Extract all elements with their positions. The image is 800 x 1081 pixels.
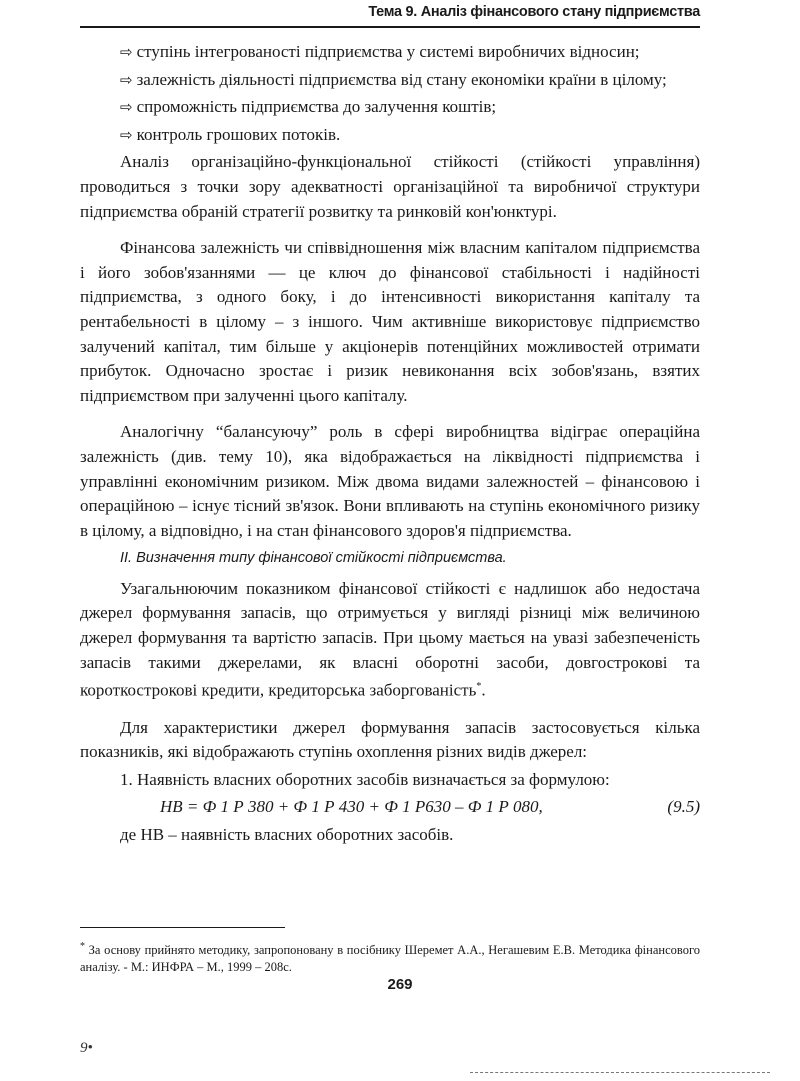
- formula-9-5: [80, 795, 700, 819]
- footnote-star: *: [80, 941, 85, 952]
- paragraph-operational-dependence: Аналогічну “балансуючу” роль в сфері виробництва відіграє операційна залежність (див. тему 10), яка відображається на ліквідності підприємства і управлінні економічним ризиком. Між двома видами залежностей – фінансовою і операційною – існує тісний зв'язок. Вони впливають на ступінь економічного ризику в цілому, а відповідно, і на стан фінансового здоров'я підприємства.: [80, 422, 700, 540]
- page-number: 269: [387, 976, 413, 993]
- arrow-right-icon: ⇨: [120, 70, 133, 89]
- arrow-right-icon: ⇨: [120, 43, 133, 61]
- paragraph-formula-intro: 1. Наявність власних оборотних засобів визначається за формулою:: [120, 769, 610, 789]
- paragraph-general-indicator: Узагальнюючим показником фінансової стійкості є надлишок або недостача джерел формування запасів, що отримується у вигляді різниці між величиною джерел формування та вартістю запасів. При цьому мається на увазі забезпеченість запасів такими джерелами, як власні оборотні засоби, довгострокові та короткострокові кредити, кредиторська заборгованість*.: [80, 578, 700, 700]
- formula-expression: НВ = Ф 1 Р 380 + Ф 1 Р 430 + Ф 1 Р630 – Ф 1 Р 080,: [160, 797, 543, 817]
- section-subheading: II. Визначення типу фінансової стійкості підприємства.: [120, 550, 507, 567]
- footnote: [80, 938, 700, 976]
- footnote-rule: [80, 927, 285, 928]
- margin-mark: 9•: [80, 1040, 93, 1056]
- formula-definition: де НВ – наявність власних оборотних засобів.: [120, 825, 454, 845]
- bullet-item: ⇨ ступінь інтегрованості підприємства у системі виробничих відносин;: [120, 42, 640, 61]
- paragraph-organizational-stability: Аналіз організаційно-функціональної стійкості (стійкості управління) проводиться з точки зору адекватності організаційної та виробничої структури підприємства обраній стратегії розвитку та ринковій кон'юнктурі.: [80, 152, 700, 221]
- page-body: [80, 40, 700, 848]
- bullet-item: ⇨ контроль грошових потоків.: [120, 124, 341, 144]
- footnote-marker: *: [476, 681, 482, 693]
- paragraph-financial-dependence: Фінансова залежність чи співвідношення між власним капіталом підприємства і його зобов'язаннями — це ключ до фінансової стабільності і надійності підприємства, з одного боку, і до інтенсивності використання капіталу та рентабельності в цілому – з іншого. Чим активніше використовує підприємство залучений капітал, тим більше у акціонерів потенційних можливостей отримати прибуток. Одночасно зростає і ризик невиконання всіх зобов'язань, взятих підприємством при залученні цього капіталу.: [80, 238, 700, 405]
- formula-number: (9.5): [667, 797, 700, 817]
- bottom-scan-line: [470, 1072, 770, 1073]
- arrow-right-icon: ⇨: [120, 98, 133, 117]
- bullet-item: ⇨ залежність діяльності підприємства від стану економіки країни в цілому;: [120, 69, 667, 89]
- arrow-right-icon: ⇨: [120, 125, 133, 144]
- header-rule: [80, 26, 700, 28]
- running-header: Тема 9. Аналіз фінансового стану підприємства: [368, 4, 700, 20]
- bullet-item: ⇨ спроможність підприємства до залучення коштів;: [120, 97, 497, 117]
- paragraph-indicators-intro: Для характеристики джерел формування запасів застосовується кілька показників, які відображають ступінь охоплення різних видів джерел:: [80, 717, 700, 762]
- footnote-text: За основу прийнято методику, запропоновану в посібнику Шеремет А.А., Негашевим Е.В. Методика фінансового аналізу. - М.: ИНФРА – М., 1999 – 208с.: [80, 943, 701, 975]
